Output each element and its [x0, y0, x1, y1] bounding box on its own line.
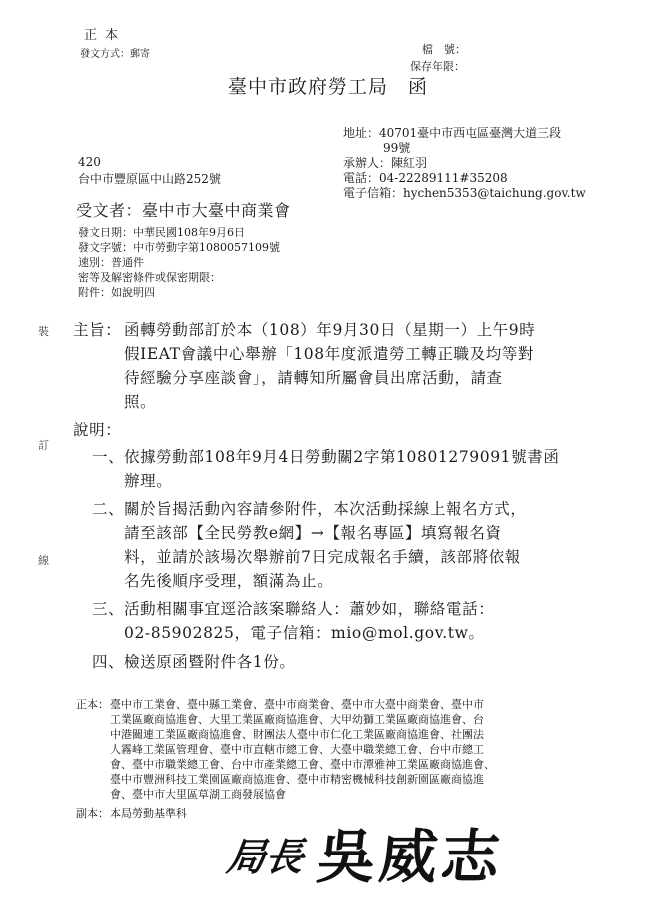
copy-recipients: 本局勞動基準科	[110, 807, 187, 820]
item-line: 料，並請於該場次舉辦前7日完成報名手續，該部將依報	[124, 548, 521, 566]
item-line: 請至該部【全民勞教e網】→【報名專區】填寫報名資	[124, 524, 502, 542]
copy-label: 副本：	[76, 807, 109, 820]
recipient-address: 台中市豐原區中山路252號	[78, 172, 221, 186]
item-line: 檢送原函暨附件各1份。	[124, 653, 296, 671]
issue-method: 發文方式：郵寄	[80, 49, 150, 60]
item-line: 辦理。	[124, 472, 173, 490]
meta-secrecy: 密等及解密條件或保密期限：	[78, 271, 221, 284]
original-recipients-line: 會、臺中市大里區草湖工商發展協會	[110, 788, 286, 801]
item-line: 關於旨揭活動內容請參附件，本次活動採線上報名方式，	[124, 500, 527, 518]
binding-mark-ding: 訂	[38, 439, 49, 452]
sender-handler: 承辦人：陳紅羽	[343, 156, 428, 170]
subject-line: 待經驗分享座談會」，請轉知所屬會員出席活動，請查	[124, 369, 503, 387]
item-number: 二、	[92, 500, 125, 518]
signature-name: 吳威志	[313, 823, 508, 891]
file-no-label: 檔 號：	[422, 43, 466, 56]
recipient: 受文者：臺中市大臺中商業會	[76, 201, 291, 220]
item-line: 名先後順序受理，額滿為止。	[124, 572, 334, 590]
item-number: 四、	[92, 653, 125, 671]
doc-title: 臺中市政府勞工局 函	[228, 76, 429, 98]
original-recipients-line: 臺中市工業會、臺中縣工業會、臺中市商業會、臺中市大臺中商業會、臺中市	[110, 698, 484, 711]
recipient-zip: 420	[78, 155, 101, 169]
item-line: 活動相關事宜逕洽該案聯絡人：蕭妙如，聯絡電話：	[124, 600, 495, 618]
item-number: 三、	[92, 600, 125, 618]
meta-date: 發文日期：中華民國108年9月6日	[78, 226, 245, 239]
meta-speed: 速別：普通件	[78, 256, 144, 269]
original-recipients-line: 臺中市豐洲科技工業園區廠商協進會、臺中市精密機械科技創新園區廠商協進	[110, 773, 484, 786]
sender-address-cont: 99號	[383, 141, 411, 155]
sender-phone: 電話：04-22289111#35208	[343, 171, 508, 185]
item-line: 依據勞動部108年9月4日勞動關2字第10801279091號書函	[124, 448, 560, 466]
subject-line: 假IEAT會議中心舉辦「108年度派遣勞工轉正職及均等對	[124, 345, 535, 363]
sender-address: 地址：40701臺中市西屯區臺灣大道三段	[343, 126, 562, 140]
binding-mark-zhuang: 裝	[38, 325, 49, 338]
sender-email: 電子信箱：hychen5353@taichung.gov.tw	[343, 186, 586, 200]
original-recipients-line: 工業區廠商協進會、大里工業區廠商協進會、大甲幼獅工業區廠商協進會、台	[110, 713, 484, 726]
subject-line: 函轉勞動部訂於本（108）年9月30日（星期一）上午9時	[124, 321, 536, 339]
explanation-label: 說明：	[73, 421, 122, 439]
meta-doc-no: 發文字號：中市勞動字第1080057109號	[78, 241, 280, 254]
meta-attachment: 附件：如說明四	[78, 286, 155, 299]
binding-mark-xian: 線	[38, 554, 49, 567]
retention-label: 保存年限：	[410, 60, 465, 73]
original-recipients-line: 會、臺中市職業總工會、台中市產業總工會、臺中市潭雅神工業區廠商協進會、	[110, 758, 495, 771]
signature-title: 局長	[224, 834, 307, 879]
original-recipients-line: 人霧峰工業區管理會、臺中市直轄市總工會、大臺中職業總工會、台中市總工	[110, 743, 484, 756]
original-recipients-line: 中港關連工業區廠商協進會、財團法人臺中市仁化工業區廠商協進會、社團法	[110, 728, 484, 741]
copy-type: 正本	[84, 28, 127, 43]
item-line: 02-85902825，電子信箱：mio@mol.gov.tw。	[124, 624, 485, 642]
subject-line: 照。	[124, 393, 157, 411]
subject-label: 主旨：	[73, 321, 122, 339]
item-number: 一、	[92, 448, 125, 466]
original-label: 正本：	[76, 698, 109, 711]
